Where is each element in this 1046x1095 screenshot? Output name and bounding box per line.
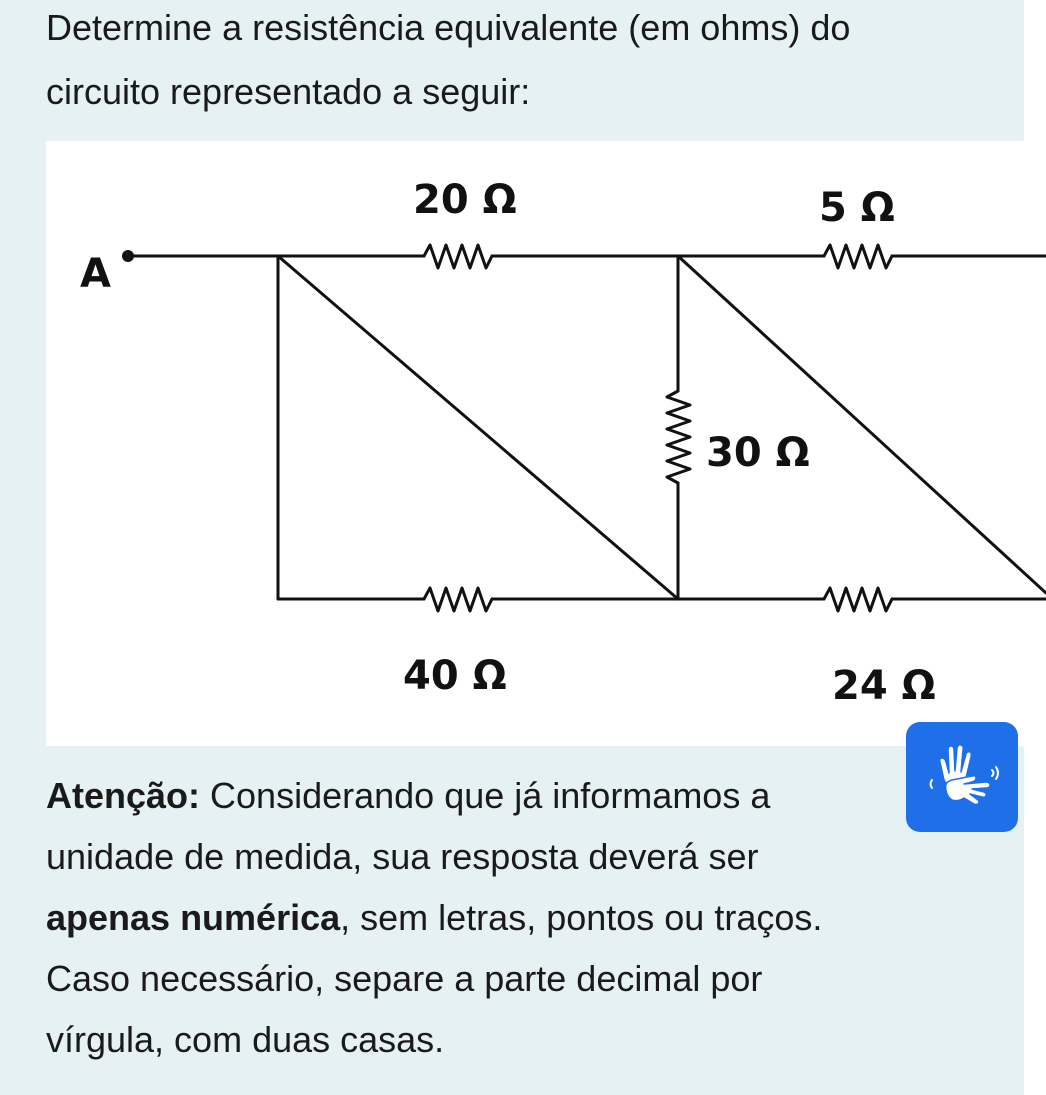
attention-line-5: vírgula, com duas casas. bbox=[46, 1019, 445, 1060]
resistor-30-zigzag bbox=[667, 391, 690, 483]
attention-note bbox=[46, 765, 946, 1070]
circuit-figure bbox=[46, 141, 1046, 746]
resistor-40-zigzag bbox=[424, 588, 492, 611]
wire-diagonal-left bbox=[278, 256, 678, 599]
attention-line-2: unidade de medida, sua resposta deverá ser bbox=[46, 836, 759, 877]
node-a-dot bbox=[122, 250, 134, 262]
resistor-20-zigzag bbox=[424, 245, 492, 268]
question-line-2: circuito representado a seguir: bbox=[46, 71, 531, 112]
attention-line-3: , sem letras, pontos ou traços. bbox=[340, 897, 823, 938]
attention-line-1: Considerando que já informamos a bbox=[200, 775, 771, 816]
attention-line-4: Caso necessário, separe a parte decimal por bbox=[46, 958, 763, 999]
attention-heading: Atenção: bbox=[46, 775, 201, 816]
resistor-24-label: 24 Ω bbox=[832, 663, 936, 709]
resistor-40-label: 40 Ω bbox=[403, 653, 507, 699]
resistor-30-label: 30 Ω bbox=[706, 430, 810, 476]
node-a-label: A bbox=[80, 251, 111, 297]
question-text bbox=[46, 0, 1016, 124]
circuit-diagram bbox=[46, 141, 1046, 746]
wire-diagonal-right bbox=[678, 256, 1046, 593]
attention-bold-phrase: apenas numérica bbox=[46, 897, 341, 938]
resistor-5-zigzag bbox=[824, 245, 892, 268]
sign-language-button[interactable] bbox=[906, 722, 1018, 832]
question-line-1: Determine a resistência equivalente (em ohms) do bbox=[46, 7, 851, 48]
resistor-20-label: 20 Ω bbox=[413, 177, 517, 223]
resistor-24-zigzag bbox=[824, 588, 892, 611]
sign-language-hands-icon bbox=[924, 740, 1000, 814]
resistor-5-label: 5 Ω bbox=[819, 185, 895, 231]
